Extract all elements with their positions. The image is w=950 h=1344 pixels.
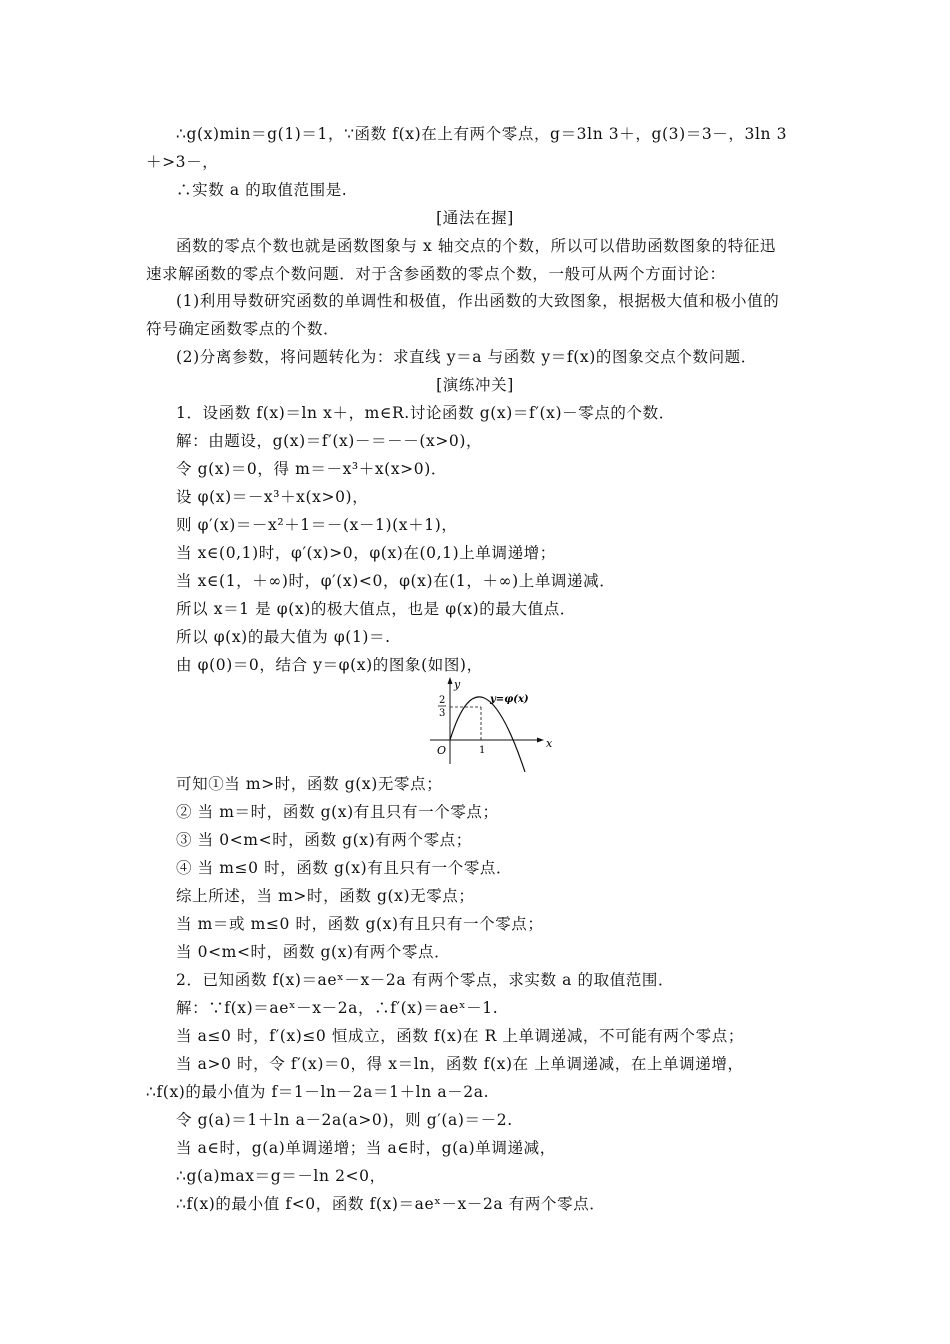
text-line: ∴f(x)的最小值为 f＝1－ln－2a＝1＋ln a－2a. <box>146 1083 490 1101</box>
text-line: ④ 当 m≤0 时，函数 g(x)有且只有一个零点． <box>176 859 513 877</box>
text-line: 速求解函数的零点个数问题．对于含参函数的零点个数，一般可从两个方面讨论： <box>146 265 726 283</box>
text-line: ＋>3－， <box>146 153 219 171</box>
text-line: (1)利用导数研究函数的单调性和极值，作出函数的大致图象，根据极大值和极小值的 <box>176 292 780 310</box>
x-axis-arrow-icon <box>537 738 544 743</box>
text-line: 2．已知函数 f(x)＝aeˣ－x－2a 有两个零点，求实数 a 的取值范围． <box>176 971 675 989</box>
x-tick-label: 1 <box>479 745 486 756</box>
text-line: ∴f(x)的最小值 f<0，函数 f(x)＝aeˣ－x－2a 有两个零点． <box>176 1195 606 1213</box>
text-line: 解：∵f(x)＝aeˣ－x－2a，∴f′(x)＝aeˣ－1. <box>176 999 499 1017</box>
text-line: 解：由题设，g(x)＝f′(x)－＝－－(x>0)， <box>176 432 483 450</box>
text-line: 当 a>0 时，令 f′(x)＝0，得 x＝ln，函数 f(x)在 上单调递减，在上单调递增， <box>176 1055 744 1073</box>
text-line: 当 a∈时，g(a)单调递增；当 a∈时，g(a)单调递减， <box>176 1139 556 1157</box>
text-line: 当 a≤0 时，f′(x)≤0 恒成立，函数 f(x)在 R 上单调递减，不可能有两个零点； <box>176 1027 744 1045</box>
text-line: 所以 φ(x)的最大值为 φ(1)＝. <box>176 628 391 646</box>
y-tick-numerator: 2 <box>439 695 446 706</box>
y-axis-label: y <box>454 678 461 691</box>
text-line: 当 0<m<时，函数 g(x)有两个零点． <box>176 943 451 961</box>
text-line: 综上所述，当 m>时，函数 g(x)无零点； <box>176 887 475 905</box>
text-line: ③ 当 0<m<时，函数 g(x)有两个零点； <box>176 831 472 849</box>
section-heading: [通法在握] <box>436 209 514 227</box>
phi-graph-figure <box>418 672 554 772</box>
section-heading: [演练冲关] <box>436 376 514 394</box>
text-line: ∴g(x)min＝g(1)＝1，∵函数 f(x)在上有两个零点，g＝3ln 3＋，g(3)＝3－，3ln 3 <box>176 125 788 143</box>
curve-label: y=φ(x) <box>490 694 529 705</box>
text-line: ∴g(a)max＝g＝－ln 2<0， <box>176 1167 386 1185</box>
text-line: 令 g(x)＝0，得 m＝－x³＋x(x>0)． <box>176 460 447 478</box>
text-line: 当 x∈(0,1)时，φ′(x)>0，φ(x)在(0,1)上单调递增； <box>176 544 556 562</box>
text-line: 符号确定函数零点的个数． <box>146 320 340 338</box>
y-axis-arrow-icon <box>448 677 453 684</box>
x-axis-label: x <box>546 737 553 750</box>
text-line: 则 φ′(x)＝－x²＋1＝－(x－1)(x＋1)， <box>176 516 458 534</box>
text-line: 设 φ(x)＝－x³＋x(x>0)， <box>176 488 369 506</box>
text-line: 函数的零点个数也就是函数图象与 x 轴交点的个数，所以可以借助函数图象的特征迅 <box>176 237 776 255</box>
text-line: 令 g(a)＝1＋ln a－2a(a>0)，则 g′(a)＝－2. <box>176 1111 513 1129</box>
text-line: 所以 x＝1 是 φ(x)的极大值点，也是 φ(x)的最大值点． <box>176 600 576 618</box>
text-line: (2)分离参数，将问题转化为：求直线 y＝a 与函数 y＝f(x)的图象交点个数问题． <box>176 348 757 366</box>
text-line: 当 x∈(1，＋∞)时，φ′(x)<0，φ(x)在(1，＋∞)上单调递减． <box>176 572 616 590</box>
text-line: ② 当 m＝时，函数 g(x)有且只有一个零点； <box>176 803 499 821</box>
text-line: 1．设函数 f(x)＝ln x＋，m∈R.讨论函数 g(x)＝f′(x)－零点的个数． <box>176 404 675 422</box>
y-tick-denominator: 3 <box>439 708 446 719</box>
text-line: 由 φ(0)＝0，结合 y＝φ(x)的图象(如图)， <box>176 656 483 674</box>
phi-curve <box>450 697 525 772</box>
origin-label: O <box>437 744 447 757</box>
text-line: 可知①当 m>时，函数 g(x)无零点； <box>176 775 443 793</box>
text-line: 当 m＝或 m≤0 时，函数 g(x)有且只有一个零点； <box>176 915 544 933</box>
text-line: ∴实数 a 的取值范围是. <box>176 181 348 199</box>
